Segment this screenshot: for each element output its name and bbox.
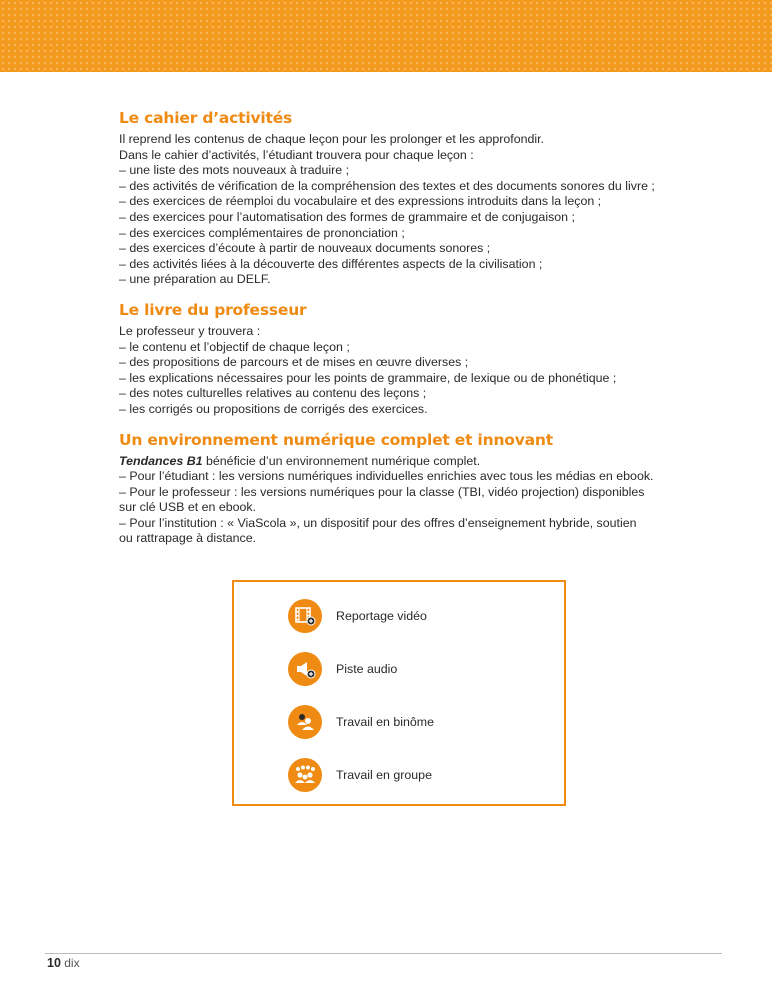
list-item: – des activités de vérification de la compréhension des textes et des documents sonores du livre ; (119, 178, 655, 193)
video-report-icon (288, 599, 322, 633)
list-item: – des propositions de parcours et de mises en œuvre diverses ; (119, 355, 469, 370)
list-item: – une préparation au DELF. (119, 272, 271, 287)
list-item: – des exercices d’écoute à partir de nouveaux documents sonores ; (119, 241, 491, 256)
legend-label: Travail en groupe (336, 768, 432, 782)
list-item: – les explications nécessaires pour les points de grammaire, de lexique ou de phonétique ; (119, 370, 617, 385)
page-number-word: dix (64, 956, 80, 970)
list-item: – Pour le professeur : les versions numériques pour la classe (TBI, vidéo projection) disponibles (119, 484, 645, 499)
section-title: Un environnement numérique complet et innovant (119, 430, 553, 449)
legend-item-pair (288, 705, 434, 739)
text-line: Dans le cahier d’activités, l’étudiant trouvera pour chaque leçon : (119, 147, 474, 162)
legend-label: Reportage vidéo (336, 609, 427, 623)
text-fragment: bénéficie d’un environnement numérique complet. (202, 453, 481, 468)
section-title: Le cahier d’activités (119, 109, 293, 127)
group-work-icon (288, 758, 322, 792)
list-item: – des activités liées à la découverte des différentes aspects de la civilisation ; (119, 256, 543, 271)
list-item: – les corrigés ou propositions de corrigés des exercices. (119, 401, 428, 416)
text-line: Il reprend les contenus de chaque leçon pour les prolonger et les approfondir. (119, 132, 545, 146)
page-number: 10 (47, 956, 61, 970)
audio-track-icon (288, 652, 322, 686)
legend-label: Travail en binôme (336, 715, 435, 729)
list-item: – des notes culturelles relatives au contenu des leçons ; (119, 386, 427, 401)
legend-item-audio (288, 652, 397, 686)
text-line (119, 454, 679, 470)
list-item: – des exercices de réemploi du vocabulaire et des expressions introduits dans la leçon ; (119, 194, 602, 209)
list-item: – une liste des mots nouveaux à traduire ; (119, 163, 350, 178)
footer-divider (45, 953, 722, 954)
list-item: – Pour l’institution : « ViaScola », un dispositif pour des offres d’enseignement hybride, soutien (119, 515, 637, 530)
page-content (119, 108, 679, 559)
legend-item-video (288, 599, 427, 633)
section-title: Le livre du professeur (119, 300, 307, 319)
text-line: Le professeur y trouvera : (119, 323, 261, 338)
list-item: – des exercices complémentaires de prononciation ; (119, 225, 405, 240)
list-item: – des exercices pour l’automatisation des formes de grammaire et de conjugaison ; (119, 209, 575, 224)
brand-name: Tendances B1 (119, 453, 203, 468)
list-item: – Pour l’étudiant : les versions numériques individuelles enrichies avec tous les médias en ebook. (119, 469, 654, 484)
legend-label: Piste audio (336, 662, 398, 676)
section-environnement-numerique (119, 430, 679, 548)
list-item: – le contenu et l’objectif de chaque leçon ; (119, 339, 350, 354)
legend-item-group (288, 758, 432, 792)
section-cahier-activites (119, 108, 679, 288)
top-decorative-band (0, 0, 772, 72)
text-line: sur clé USB et en ebook. (119, 500, 257, 515)
page-footer (47, 956, 80, 970)
text-line: ou rattrapage à distance. (119, 531, 257, 546)
section-livre-professeur (119, 300, 679, 418)
icon-legend-box (232, 580, 566, 806)
pair-work-icon (288, 705, 322, 739)
